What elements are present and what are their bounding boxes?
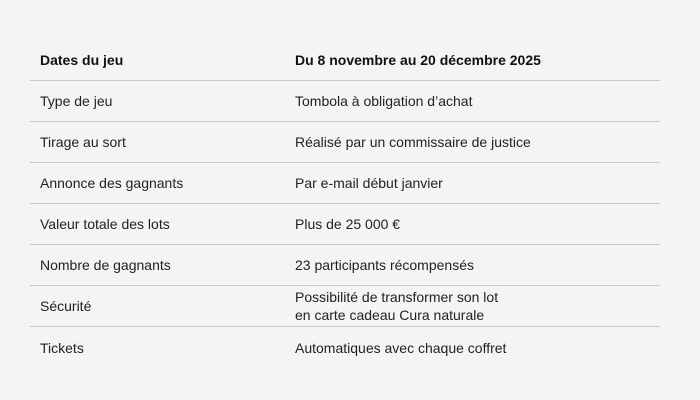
table-row-winner-count — [30, 245, 660, 286]
table-row-security — [30, 286, 660, 327]
row-value-line-1: Possibilité de transformer son lot — [295, 289, 499, 305]
table-row-tickets — [30, 327, 660, 368]
row-value-line-2: en carte cadeau Cura naturale — [295, 307, 485, 323]
table-row-draw — [30, 122, 660, 163]
row-value: 23 participants récompensés — [295, 257, 474, 273]
row-label: Tickets — [40, 339, 84, 356]
row-value — [295, 288, 660, 324]
table-row-total-value — [30, 204, 660, 245]
row-value: Plus de 25 000 € — [295, 216, 401, 232]
header-label: Dates du jeu — [40, 52, 124, 68]
table-header-row — [30, 40, 660, 81]
row-label: Tirage au sort — [40, 134, 126, 150]
row-value: Tombola à obligation d’achat — [295, 93, 473, 109]
row-value: Par e-mail début janvier — [295, 175, 443, 191]
row-label: Sécurité — [40, 298, 92, 314]
row-value: Réalisé par un commissaire de justice — [295, 134, 531, 150]
table-row-game-type — [30, 81, 660, 122]
row-value: Automatiques avec chaque coffret — [295, 339, 507, 356]
row-label: Annonce des gagnants — [40, 175, 184, 191]
game-info-table — [30, 40, 660, 368]
header-value: Du 8 novembre au 20 décembre 2025 — [295, 52, 541, 68]
table-row-winner-announcement — [30, 163, 660, 204]
row-label: Nombre de gagnants — [40, 257, 171, 273]
row-label: Valeur totale des lots — [40, 216, 170, 232]
row-label: Type de jeu — [40, 93, 113, 109]
